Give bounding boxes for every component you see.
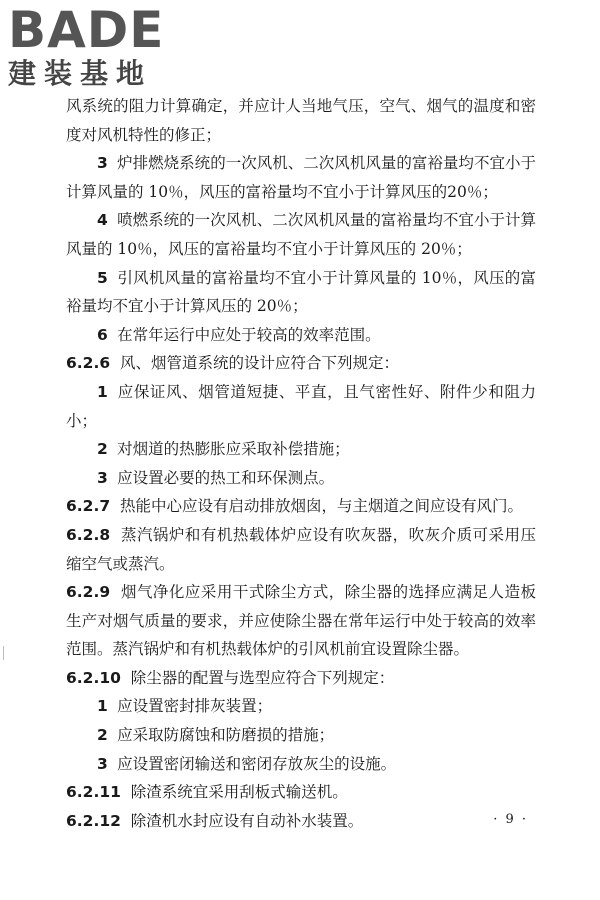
list-item [66, 692, 536, 721]
clause-number: 6.2.9 [66, 583, 111, 602]
item-text: 对烟道的热膨胀应采取补偿措施； [117, 440, 350, 459]
clause [66, 492, 536, 521]
item-number: 3 [97, 754, 108, 773]
clause-text: 除渣系统宜采用刮板式输送机。 [130, 783, 348, 802]
list-item [66, 206, 536, 263]
list-item [66, 264, 536, 321]
item-number: 5 [97, 268, 108, 287]
clause [66, 778, 536, 807]
item-text: 应采取防腐蚀和防磨损的措施； [117, 726, 335, 745]
item-text: 炉排燃烧系统的一次风机、二次风机风量的富裕量均不宜小于计算风量的 10％，风压的富裕量均不宜小于计算风压的20％； [66, 154, 536, 201]
clause-number: 6.2.6 [66, 354, 111, 373]
clause-text: 风、烟管道系统的设计应符合下列规定： [120, 354, 400, 373]
paragraph-text: 风系统的阻力计算确定，并应计人当地气压，空气、烟气的温度和密度对风机特性的修正； [66, 97, 536, 144]
item-number: 1 [97, 697, 108, 716]
logo [8, 1, 165, 90]
item-text: 应设置密封排灰装置； [117, 697, 273, 716]
item-number: 3 [97, 154, 108, 173]
item-text: 应设置密闭输送和密闭存放灰尘的设施。 [117, 754, 397, 773]
margin-mark [3, 646, 4, 660]
item-number: 2 [97, 440, 108, 459]
item-number: 3 [97, 468, 108, 487]
list-item [66, 378, 536, 435]
item-text: 引风机风量的富裕量均不宜小于计算风量的 10％，风压的富裕量均不宜小于计算风压的 20％； [66, 268, 536, 316]
clause [66, 521, 536, 578]
list-item [66, 321, 536, 350]
clause-text: 蒸汽锅炉和有机热载体炉应设有吹灰器，吹灰介质可采用压缩空气或蒸汽。 [66, 525, 536, 573]
clause-text: 除渣机水封应设有自动补水装置。 [130, 811, 364, 830]
list-item [66, 435, 536, 464]
item-number: 1 [97, 382, 108, 401]
logo-brand: BADE [8, 1, 165, 59]
page-number: · 9 · [493, 812, 528, 827]
item-number: 2 [97, 726, 108, 745]
list-item [66, 721, 536, 750]
item-number: 4 [97, 211, 108, 230]
clause [66, 578, 536, 664]
clause-number: 6.2.10 [66, 668, 121, 687]
clause-number: 6.2.8 [66, 525, 111, 544]
item-number: 6 [97, 325, 108, 344]
paragraph-continuation [66, 92, 536, 149]
logo-subtitle: 建装基地 [8, 57, 153, 90]
item-text: 应设置必要的热工和环保测点。 [117, 468, 335, 487]
clause [66, 349, 536, 378]
list-item [66, 149, 536, 206]
clause-number: 6.2.12 [66, 811, 121, 830]
clause-number: 6.2.7 [66, 497, 111, 516]
item-text: 喷燃系统的一次风机、二次风机风量的富裕量均不宜小于计算风量的 10％，风压的富裕量均不宜小于计算风压的 20％； [66, 211, 536, 258]
list-item [66, 750, 536, 779]
clause-text: 热能中心应设有启动排放烟囱，与主烟道之间应设有风门。 [120, 497, 524, 516]
clause [66, 664, 536, 693]
clause-text: 烟气净化应采用干式除尘方式，除尘器的选择应满足人造板生产对烟气质量的要求，并应使除尘器在常年运行中处于较高的效率范围。蒸汽锅炉和有机热载体炉的引风机前宜设置除尘器。 [66, 583, 536, 659]
list-item [66, 464, 536, 493]
clause [66, 807, 536, 836]
clause-number: 6.2.11 [66, 783, 121, 802]
clause-text: 除尘器的配置与选型应符合下列规定： [130, 668, 395, 687]
item-text: 应保证风、烟管道短捷、平直，且气密性好、附件少和阻力小； [66, 382, 536, 430]
item-text: 在常年运行中应处于较高的效率范围。 [117, 325, 381, 344]
document-body [66, 92, 536, 835]
